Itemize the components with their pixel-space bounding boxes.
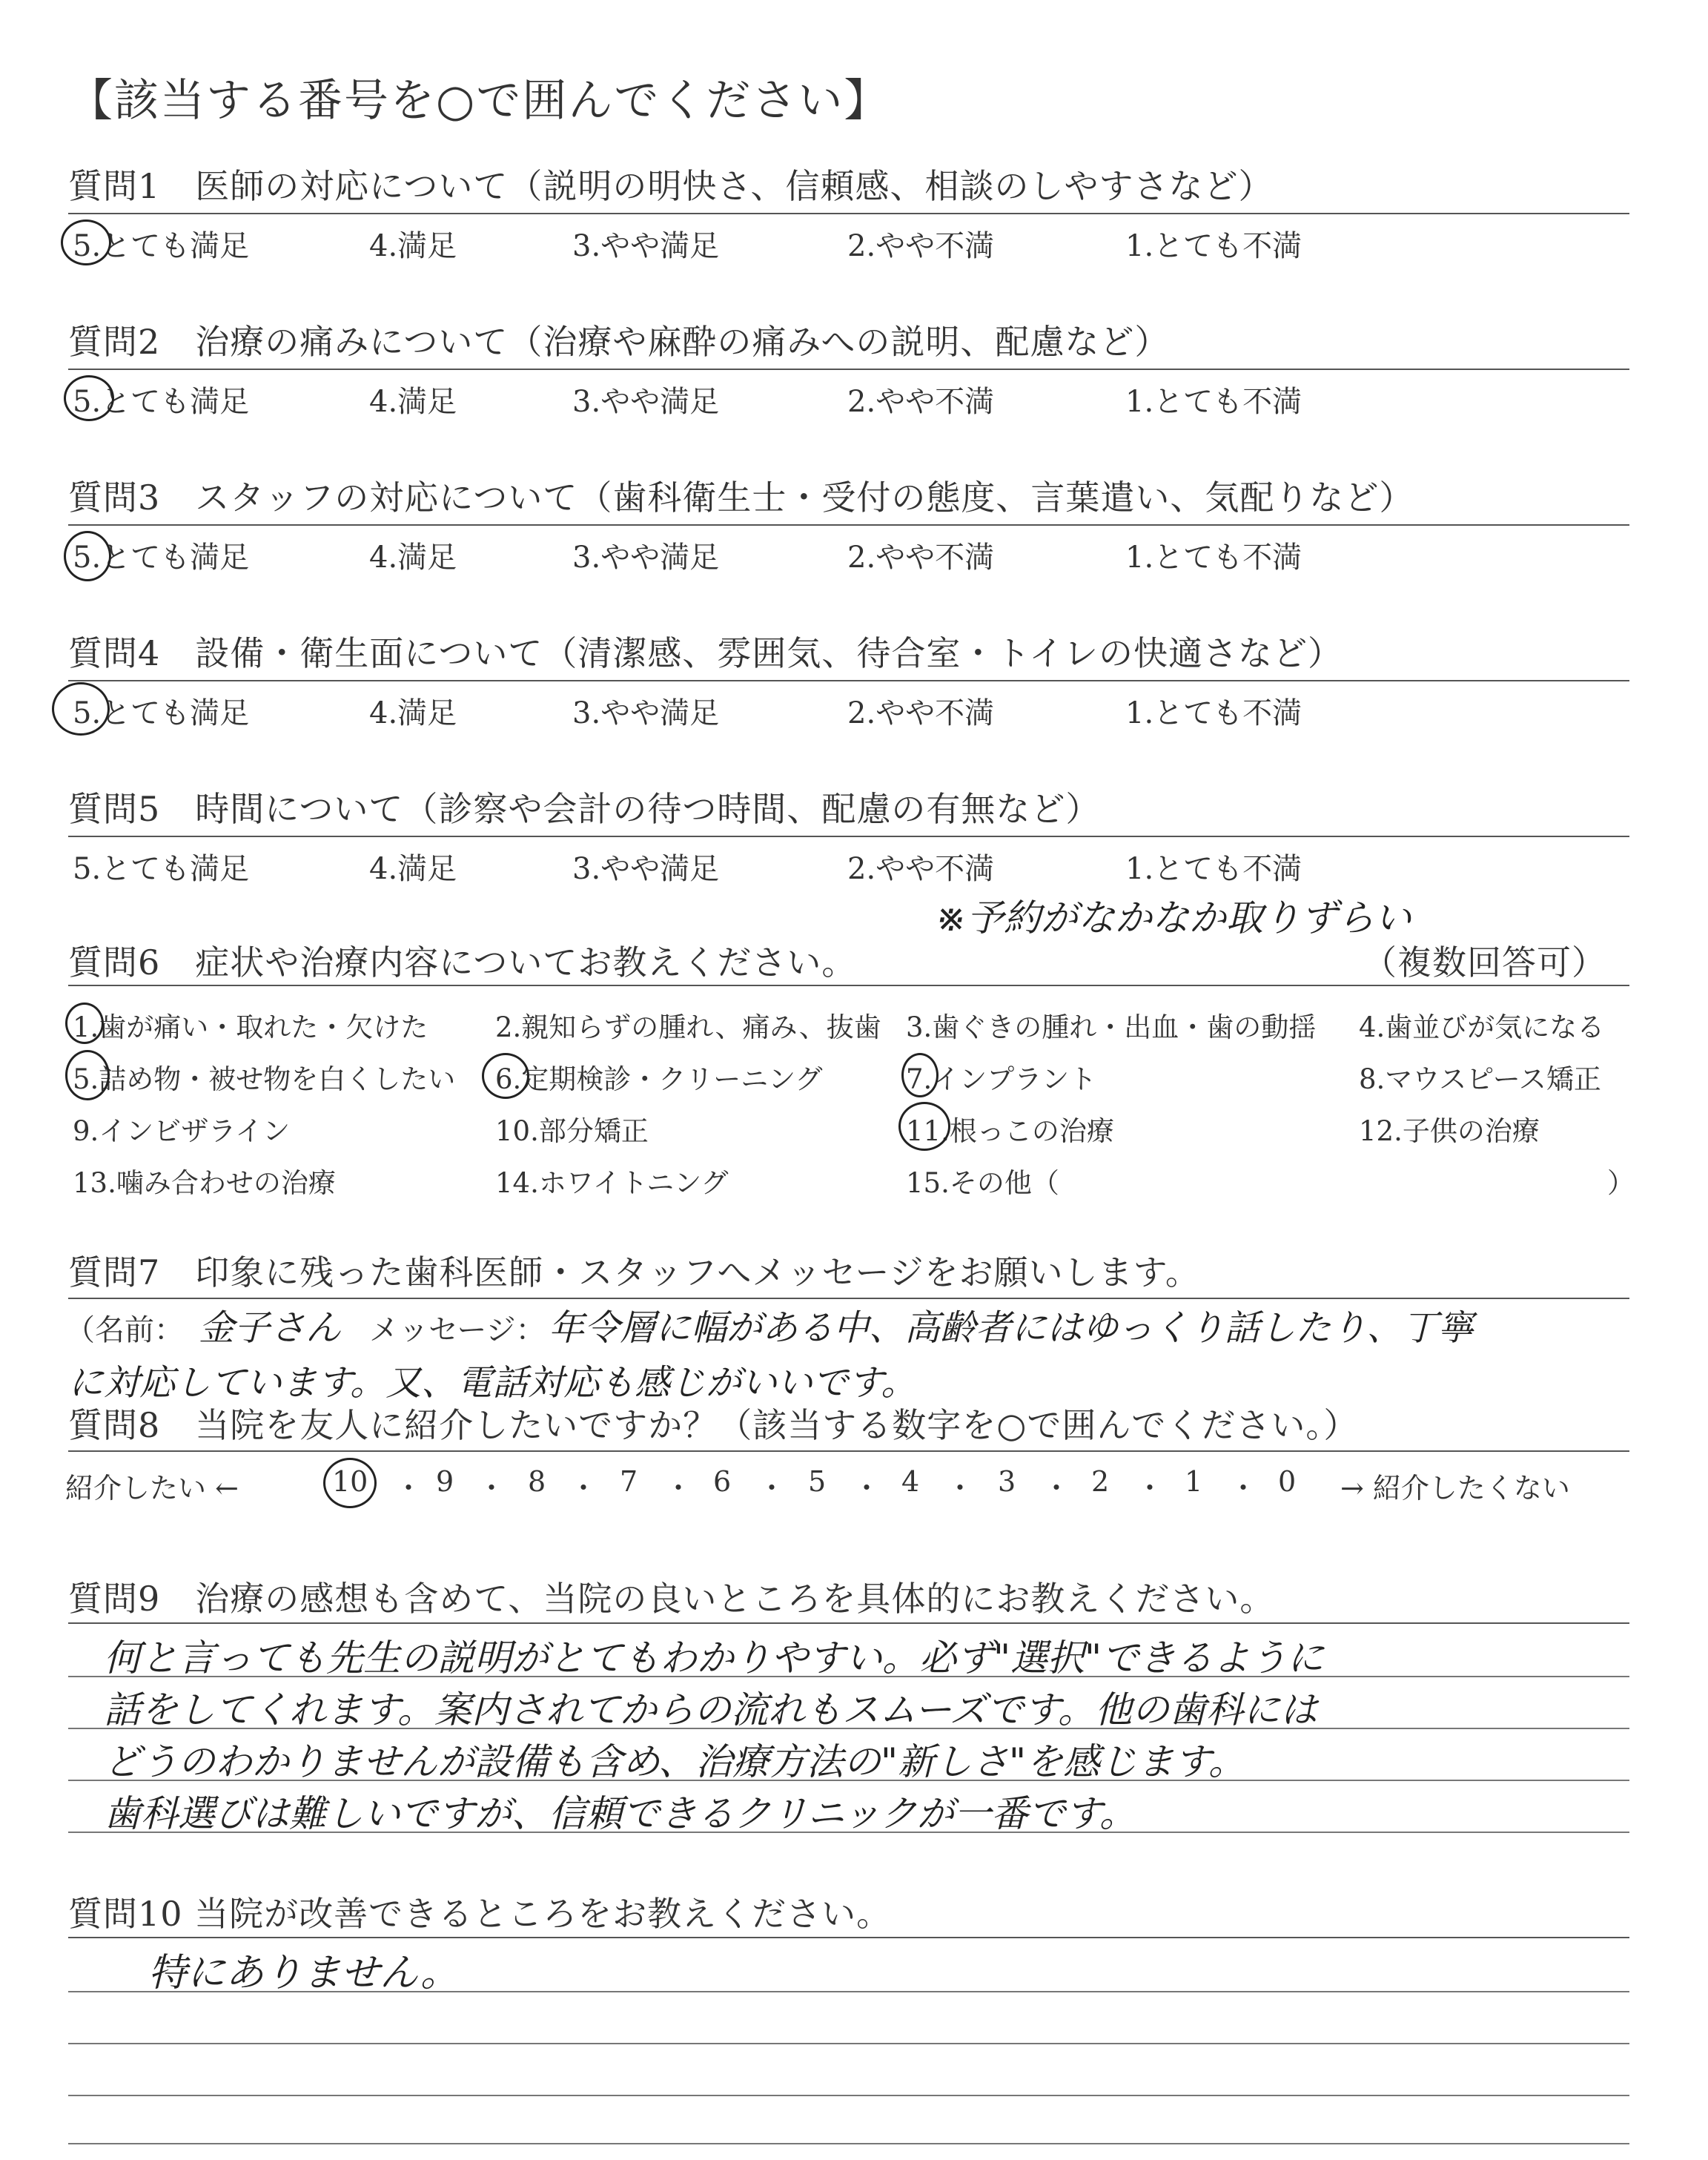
q3-option-1[interactable]: 1.とても不満 [1125,541,1302,575]
q2-option-1[interactable]: 1.とても不満 [1125,385,1302,419]
q2-option-3[interactable]: 3.やや満足 [572,385,720,419]
treatment-7[interactable]: 7.インプラント [906,1063,1097,1095]
q5-option-3[interactable]: 3.やや満足 [572,852,720,886]
scale-2[interactable]: 2 [1091,1465,1110,1498]
treatment-6[interactable]: 6.定期検診・クリーニング [495,1063,823,1095]
q1-option-5[interactable]: 5.とても満足 [73,229,250,263]
divider [68,369,1629,370]
q3-option-3[interactable]: 3.やや満足 [572,541,720,575]
q4-option-3[interactable]: 3.やや満足 [572,696,720,730]
name-value: 金子さん [199,1307,342,1349]
question-9: 質問9 治療の感想も含めて、当院の良いところを具体的にお教えください。 [68,1579,1275,1619]
handwritten-note: ※予約がなかなか取りずらい [936,896,1411,939]
q10-answer: 特にありません。 [148,1951,460,1995]
treatment-9[interactable]: 9.インビザライン [73,1115,291,1147]
treatment-15-close: ） [1607,1167,1635,1199]
divider [68,1622,1629,1624]
question-8: 質問8 当院を友人に紹介したいですか？（該当する数字を○で囲んでください。） [68,1405,1359,1445]
divider [68,680,1629,681]
q5-option-4[interactable]: 4.満足 [369,852,457,886]
selected-circle [323,1458,377,1508]
question-6-multiple: （複数回答可） [1363,942,1606,982]
selected-circle [64,531,111,581]
scale-dot: ・ [853,1472,881,1505]
scale-dot: ・ [569,1472,598,1505]
selected-circle [482,1053,529,1099]
scale-1[interactable]: 1 [1185,1465,1203,1498]
scale-3[interactable]: 3 [998,1465,1016,1498]
question-6: 質問6 症状や治療内容についてお教えください。 [68,942,857,982]
q2-option-2[interactable]: 2.やや不満 [847,385,995,419]
question-5: 質問5 時間について（診察や会計の待つ時間、配慮の有無など） [68,789,1101,829]
scale-7[interactable]: 7 [620,1465,638,1498]
selected-circle [64,375,114,421]
q9-answer-line-3: どうのわかりませんが設備も含め、治療方法の"新しさ"を感じます。 [104,1740,1245,1783]
q4-option-1[interactable]: 1.とても不満 [1125,696,1302,730]
answer-line [68,2143,1629,2144]
divider [68,985,1629,986]
question-3: 質問3 スタッフの対応について（歯科衛生士・受付の態度、言葉遣い、気配りなど） [68,478,1414,518]
q4-option-2[interactable]: 2.やや不満 [847,696,995,730]
form-title: 【該当する番号を○で囲んでください】 [68,75,890,127]
question-10: 質問10 当院が改善できるところをお教えください。 [68,1894,892,1934]
divider [68,836,1629,837]
question-7: 質問7 印象に残った歯科医師・スタッフへメッセージをお願いします。 [68,1252,1200,1292]
scale-8[interactable]: 8 [528,1465,546,1498]
selected-circle [52,682,110,736]
scale-dot: ・ [1136,1472,1165,1505]
treatment-5[interactable]: 5.詰め物・被せ物を白くしたい [73,1063,456,1095]
question-4: 質問4 設備・衛生面について（清潔感、雰囲気、待合室・トイレの快適さなど） [68,633,1343,673]
scale-9[interactable]: 9 [436,1465,454,1498]
scale-dot: ・ [394,1472,423,1505]
name-label: （名前： [65,1313,184,1347]
q1-option-2[interactable]: 2.やや不満 [847,229,995,263]
q1-option-3[interactable]: 3.やや満足 [572,229,720,263]
q3-option-5[interactable]: 5.とても満足 [73,541,250,575]
q1-option-4[interactable]: 4.満足 [369,229,457,263]
scale-dot: ・ [477,1472,506,1505]
q3-option-2[interactable]: 2.やや不満 [847,541,995,575]
message-label: メッセージ： [369,1313,546,1347]
treatment-11[interactable]: 11.根っこの治療 [906,1115,1114,1147]
treatment-2[interactable]: 2.親知らずの腫れ、痛み、抜歯 [495,1011,881,1043]
q5-option-1[interactable]: 1.とても不満 [1125,852,1302,886]
scale-5[interactable]: 5 [808,1465,827,1498]
q4-option-5[interactable]: 5.とても満足 [73,696,250,730]
selected-circle [65,1050,110,1100]
scale-dot: ・ [664,1472,693,1505]
treatment-14[interactable]: 14.ホワイトニング [495,1167,729,1199]
scale-4[interactable]: 4 [901,1465,920,1498]
message-line-2: に対応しています。又、電話対応も感じがいいです。 [68,1362,917,1404]
divider [68,524,1629,526]
treatment-12[interactable]: 12.子供の治療 [1359,1115,1540,1147]
divider [68,1937,1629,1938]
scale-dot: ・ [758,1472,787,1505]
q1-option-1[interactable]: 1.とても不満 [1125,229,1302,263]
selected-circle [898,1102,950,1151]
q9-answer-line-4: 歯科選びは難しいですが、信頼できるクリニックが一番です。 [104,1792,1136,1835]
q3-option-4[interactable]: 4.満足 [369,541,457,575]
treatment-4[interactable]: 4.歯並びが気になる [1359,1011,1605,1043]
scale-right-label: → 紹介したくない [1340,1472,1570,1505]
selected-circle [61,219,111,265]
selected-circle [901,1053,939,1097]
divider [68,213,1629,214]
question-2: 質問2 治療の痛みについて（治療や麻酔の痛みへの説明、配慮など） [68,322,1170,362]
divider [68,1450,1629,1452]
treatment-15[interactable]: 15.その他（ [906,1167,1059,1199]
treatment-1[interactable]: 1.歯が痛い・取れた・欠けた [73,1011,428,1043]
q9-answer-line-2: 話をしてくれます。案内されてからの流れもスムーズです。他の歯科には [104,1688,1317,1731]
treatment-10[interactable]: 10.部分矯正 [495,1115,649,1147]
message-line-1: 年令層に幅がある中、高齢者にはゆっくり話したり、丁寧 [549,1307,1474,1349]
q5-option-2[interactable]: 2.やや不満 [847,852,995,886]
treatment-8[interactable]: 8.マウスピース矯正 [1359,1063,1601,1095]
treatment-3[interactable]: 3.歯ぐきの腫れ・出血・歯の動揺 [906,1011,1317,1043]
selected-circle [65,1003,104,1044]
question-1: 質問1 医師の対応について（説明の明快さ、信頼感、相談のしやすさなど） [68,166,1274,206]
treatment-13[interactable]: 13.噛み合わせの治療 [73,1167,336,1199]
scale-0[interactable]: 0 [1278,1465,1297,1498]
answer-line [68,2043,1629,2044]
scale-dot: ・ [1229,1472,1258,1505]
scale-dot: ・ [946,1472,975,1505]
q5-option-5[interactable]: 5.とても満足 [73,852,250,886]
q9-answer-line-1: 何と言っても先生の説明がとてもわかりやすい。必ず"選択"できるように [104,1636,1324,1680]
q2-option-5[interactable]: 5.とても満足 [73,385,250,419]
q2-option-4[interactable]: 4.満足 [369,385,457,419]
scale-6[interactable]: 6 [713,1465,732,1498]
scale-left-label: 紹介したい ← [65,1472,239,1505]
answer-line [68,2095,1629,2096]
scale-10[interactable]: 10 [332,1465,368,1498]
q4-option-4[interactable]: 4.満足 [369,696,457,730]
scale-dot: ・ [1042,1472,1071,1505]
